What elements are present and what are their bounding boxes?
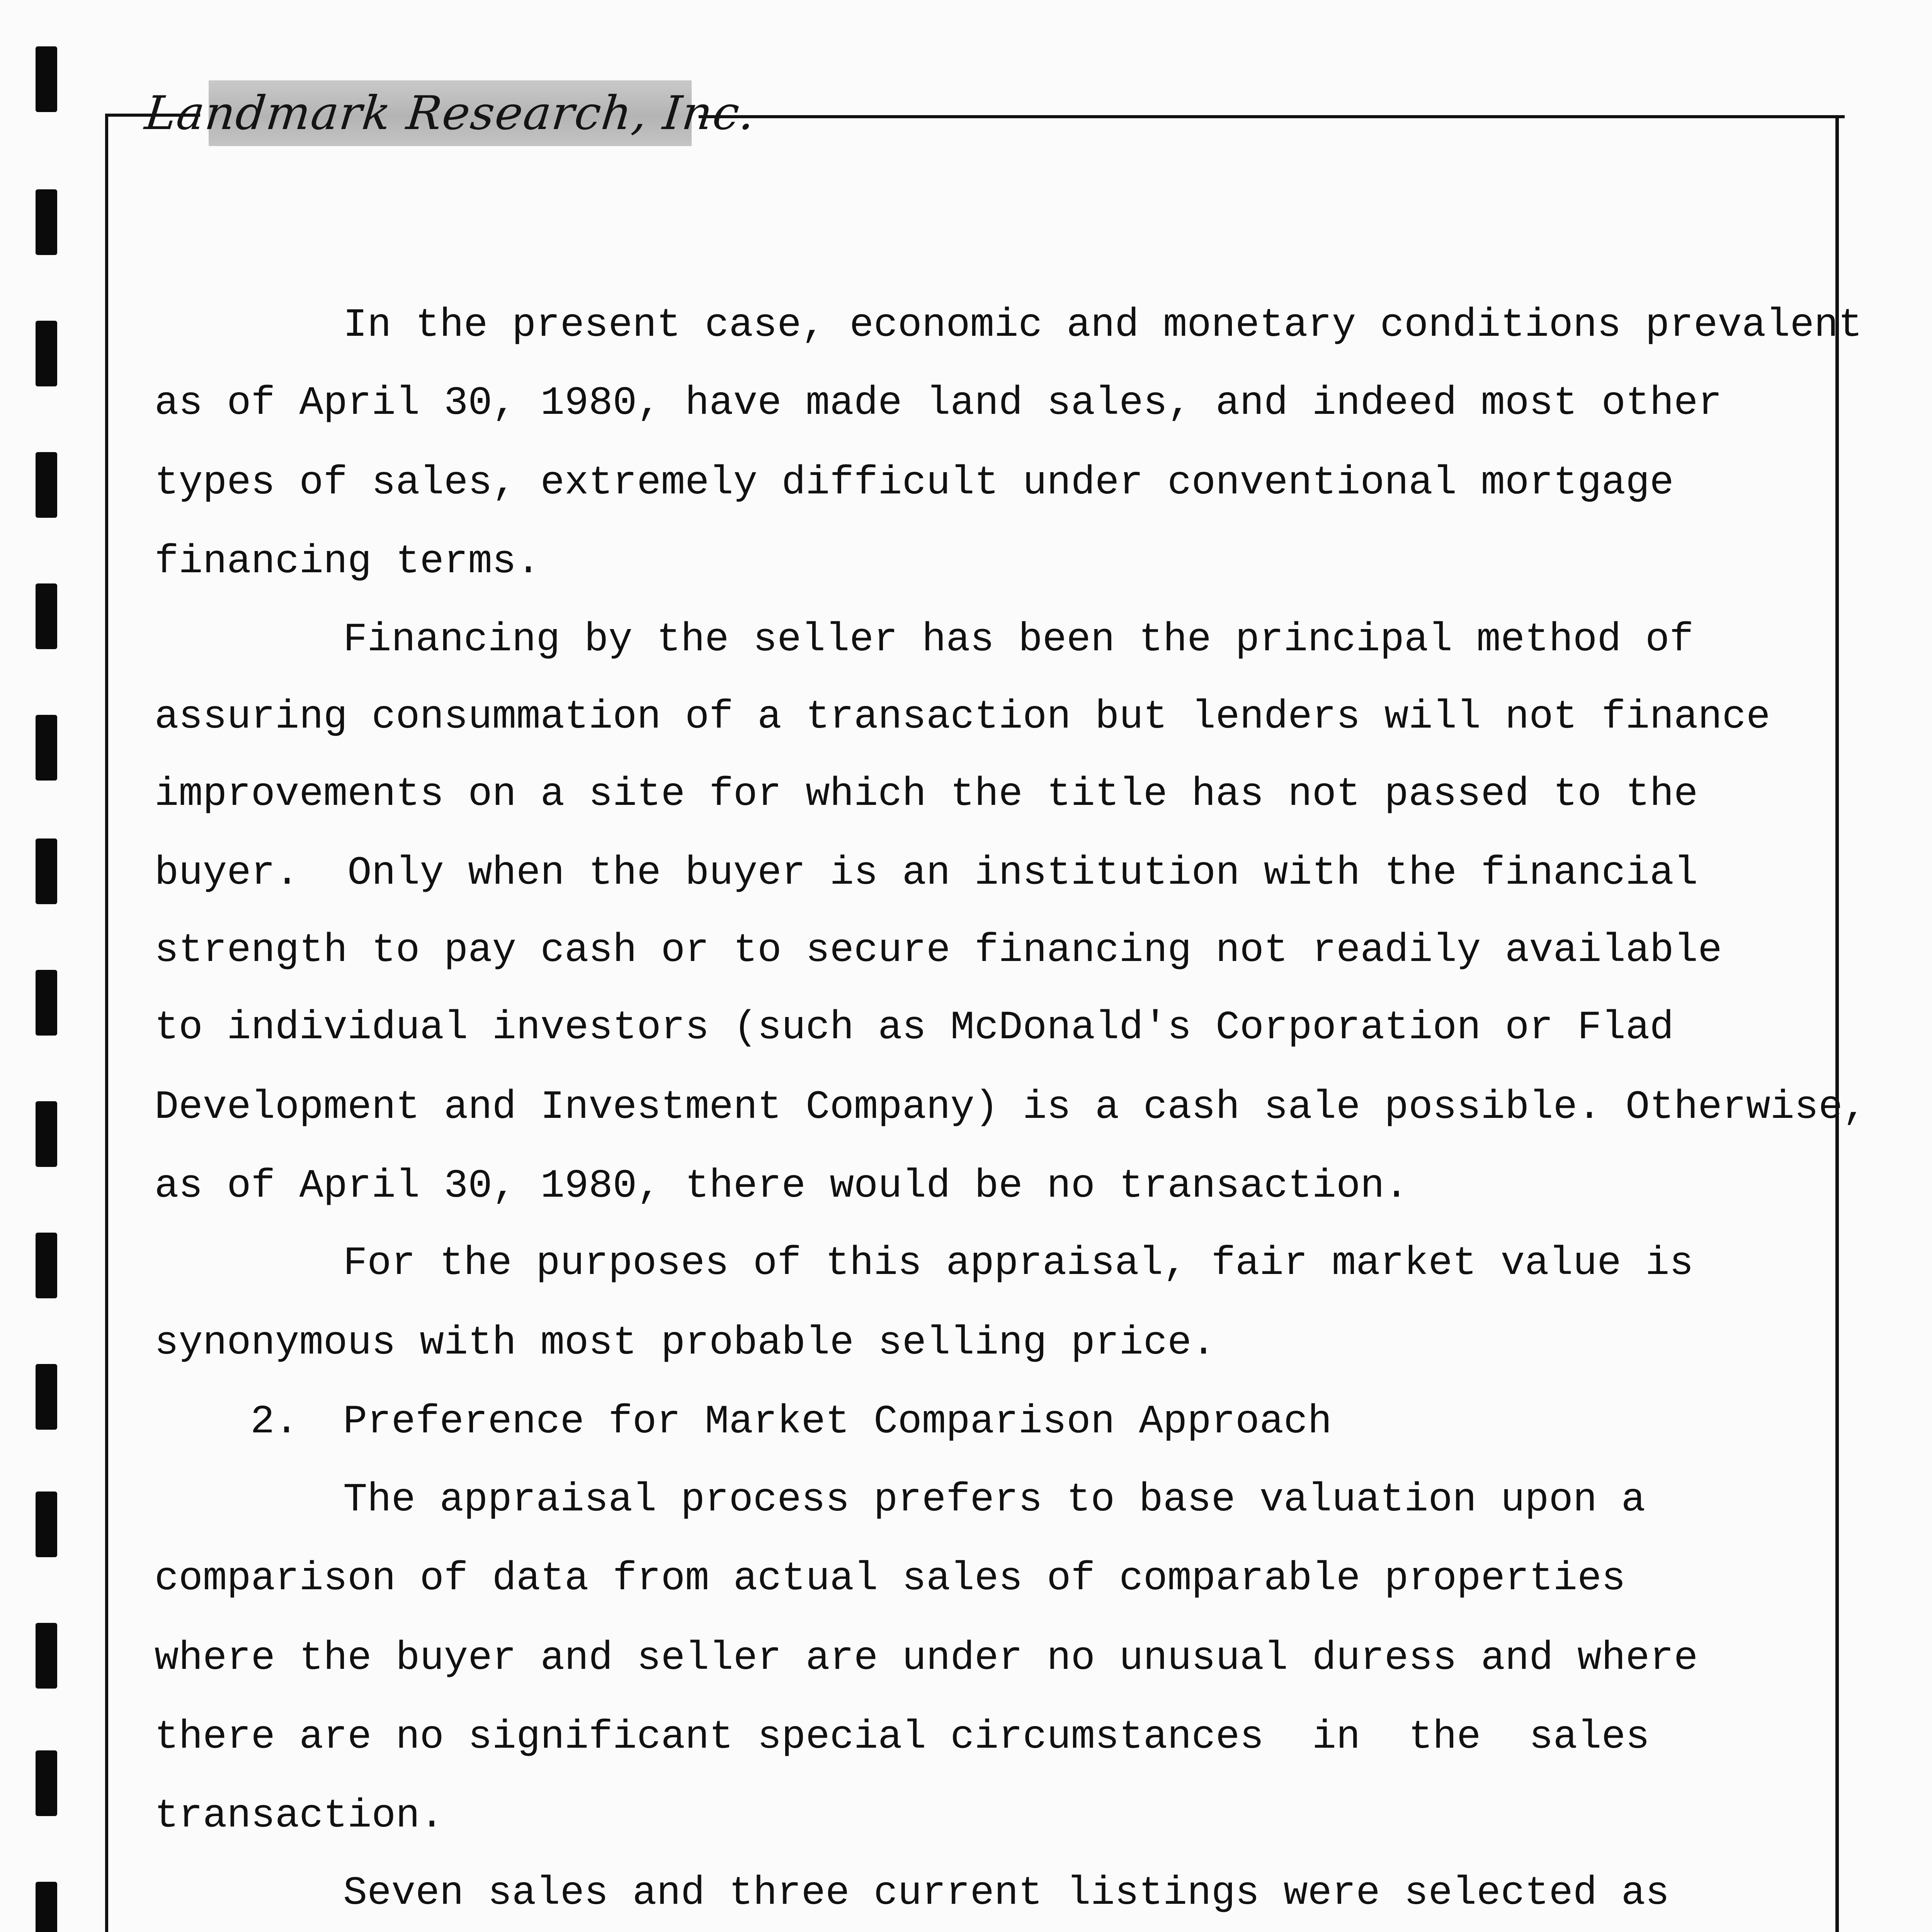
binder-hole [36, 1882, 57, 1932]
text-line: Financing by the seller has been the principal method of [343, 617, 1694, 663]
text-line: as of April 30, 1980, there would be no transaction. [155, 1163, 1409, 1209]
text-line: comparison of data from actual sales of comparable properties [155, 1556, 1626, 1602]
binder-hole [36, 1750, 57, 1816]
text-line: types of sales, extremely difficult under conventional mortgage [155, 460, 1674, 506]
text-line: improvements on a site for which the title has not passed to the [155, 772, 1698, 817]
frame-left [105, 114, 108, 1932]
text-line: Development and Investment Company) is a cash sale possible. Otherwise, [155, 1085, 1867, 1130]
section-number: 2. [250, 1399, 299, 1445]
frame-top-right [699, 115, 1845, 118]
letterhead-banner [142, 80, 758, 146]
text-line: where the buyer and seller are under no unusual duress and where [155, 1636, 1698, 1681]
text-line: The appraisal process prefers to base valuation upon a [343, 1477, 1646, 1523]
binder-hole [36, 1233, 57, 1298]
text-line: synonymous with most probable selling price. [155, 1320, 1216, 1366]
text-line: buyer. Only when the buyer is an institution with the financial [155, 850, 1698, 896]
text-line: to individual investors (such as McDonald's Corporation or Flad [155, 1005, 1674, 1051]
binder-hole [36, 46, 57, 112]
text-line: there are no significant special circumstances in the sales [155, 1714, 1650, 1760]
text-line: For the purposes of this appraisal, fair market value is [343, 1241, 1694, 1286]
binder-hole [36, 1492, 57, 1557]
binder-hole [36, 452, 57, 518]
binder-hole [36, 715, 57, 781]
binder-hole [36, 321, 57, 386]
letterhead-text: Landmark Research, Inc. [142, 86, 758, 140]
text-line: Seven sales and three current listings were selected as [343, 1871, 1670, 1916]
binder-hole [36, 1364, 57, 1430]
text-line: assuring consummation of a transaction but lenders will not finance [155, 694, 1770, 740]
text-line: In the present case, economic and monetary conditions prevalent [343, 303, 1862, 348]
text-line: as of April 30, 1980, have made land sales, and indeed most other [155, 381, 1722, 426]
binder-hole [36, 189, 57, 255]
text-line: strength to pay cash or to secure financing not readily available [155, 928, 1722, 973]
binder-hole [36, 1101, 57, 1167]
binder-hole [36, 970, 57, 1036]
binder-hole [36, 838, 57, 904]
text-line: financing terms. [155, 539, 541, 585]
binder-hole [36, 1623, 57, 1689]
text-line: transaction. [155, 1793, 444, 1839]
frame-right [1835, 115, 1839, 1932]
binder-hole [36, 583, 57, 649]
section-heading: Preference for Market Comparison Approach [343, 1399, 1332, 1445]
